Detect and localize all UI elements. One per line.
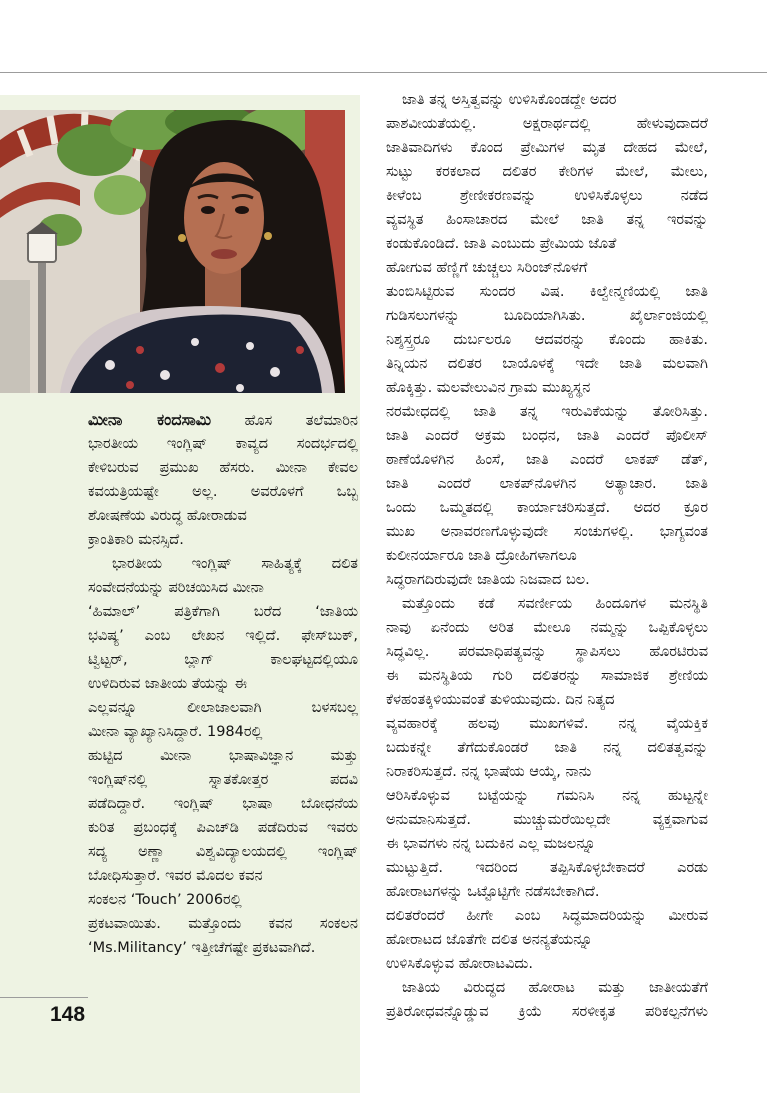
article-line: ವ್ಯವಸ್ಥಿತ ಹಿಂಸಾಚಾರದ ಮೇಲೆ ಜಾತಿ ತನ್ನ ಇರವನ್ನು (386, 212, 708, 228)
article-line: ಆರಿಸಿಕೊಳ್ಳುವ ಬಟ್ಟೆಯನ್ನು ಗಮನಿಸಿ ನನ್ನ ಹುಟ್ಟನ್ನೇ (386, 788, 708, 804)
article-line: ಸಿದ್ಧವಿಲ್ಲ. ಪರಮಾಧಿಪತ್ಯವನ್ನು ಸ್ಥಾಪಿಸಲು ಹೊರಟಿರುವ (386, 644, 708, 660)
intro-line (88, 408, 358, 432)
article-line: ಕೀಳೆಂಬ ಶ್ರೇಣೀಕರಣವನ್ನು ಉಳಿಸಿಕೊಳ್ಳಲು ನಡೆದ (386, 188, 708, 204)
article-line: ನರಮೇಧದಲ್ಲಿ ಜಾತಿ ತನ್ನ ಇರುವಿಕೆಯನ್ನು ತೋರಿಸಿತ್ತು. (386, 404, 708, 420)
author-photo-image (0, 110, 345, 393)
article-line: ಹೊಕ್ಕಿತ್ತು. ಮಲವೇಲುವಿನ ಗ್ರಾಮ ಮುಖ್ಯಸ್ಥನ (386, 380, 591, 396)
intro-line: ಸಂಕಲನ ‘Touch’ 2006ರಲ್ಲಿ (88, 892, 242, 908)
intro-line: ಶೋಷಣೆಯ ವಿರುದ್ಧ ಹೋರಾಡುವ (88, 508, 247, 524)
intro-line: ಟ್ವಿಟ್ಟರ್, ಬ್ಲಾಗ್ ಕಾಲಘಟ್ಟದಲ್ಲಿಯೂ (88, 652, 358, 668)
article-line: ಅನುಮಾನಿಸುತ್ತದೆ. ಮುಚ್ಚುಮರೆಯಿಲ್ಲದೇ ವ್ಯಕ್ತವಾಗುವ (386, 812, 708, 828)
photo-eye-left (201, 206, 215, 214)
intro-line: ‘ಹಿಮಾಲ್’ ಪತ್ರಿಕೆಗಾಗಿ ಬರೆದ ‘ಜಾತಿಯ (88, 604, 358, 620)
intro-line: ಪ್ರಕಟವಾಯಿತು. ಮತ್ತೊಂದು ಕವನ ಸಂಕಲನ (88, 916, 358, 932)
intro-line: ಪಡೆದಿದ್ದಾರೆ. ಇಂಗ್ಲಿಷ್ ಭಾಷಾ ಬೋಧನೆಯ (88, 796, 358, 812)
intro-line: ಕವಯತ್ರಿಯಷ್ಟೇ ಅಲ್ಲ. ಅವರೊಳಗೆ ಒಬ್ಬ (88, 484, 358, 500)
intro-line: ಉಳಿದಿರುವ ಜಾತೀಯ ತೆಯನ್ನು ಈ (88, 676, 247, 692)
article-line: ಈ ಭಾವಗಳು ನನ್ನ ಬದುಕಿನ ಎಲ್ಲ ಮಜಲನ್ನೂ (386, 836, 596, 852)
article-line: ಉಳಿಸಿಕೊಳ್ಳುವ ಹೋರಾಟವಿದು. (386, 956, 533, 972)
article-line: ಸುಟ್ಟು ಕರಕಲಾದ ದಲಿತರ ಕೇರಿಗಳ ಮೇಲೆ, ಮೇಲು, (386, 164, 708, 180)
top-rule (0, 72, 767, 73)
article-line: ಜಾತಿವಾದಿಗಳು ಕೊಂದ ಪ್ರೇಮಿಗಳ ಮೃತ ದೇಹದ ಮೇಲೆ, (386, 140, 708, 156)
intro-line: ಭವಿಷ್ಯ’ ಎಂಬ ಲೇಖನ ಇಲ್ಲಿದೆ. ಫೇಸ್‌ಬುಕ್, (88, 628, 358, 644)
article-line: ಮುಟ್ಟುತ್ತಿದೆ. ಇದರಿಂದ ತಪ್ಪಿಸಿಕೊಳ್ಳಬೇಕಾದರೆ ಎರಡು (386, 860, 708, 876)
intro-line: ಕುರಿತ ಪ್ರಬಂಧಕ್ಕೆ ಪಿಎಚ್‌ಡಿ ಪಡೆದಿರುವ ಇವರು (88, 820, 358, 836)
intro-line: ಕ್ರಾಂತಿಕಾರಿ ಮನಸ್ಸಿದೆ. (88, 532, 184, 548)
article-line: ದಲಿತರೆಂದರೆ ಹೀಗೇ ಎಂಬ ಸಿದ್ಧಮಾದರಿಯನ್ನು ಮೀರುವ (386, 908, 708, 924)
photo-stone-pillar (0, 280, 30, 393)
intro-line: ಸಂವೇದನೆಯನ್ನು ಪರಿಚಯಿಸಿದ ಮೀನಾ (88, 580, 264, 596)
article-line: ಹೋರಾಟದ ಜೊತೆಗೇ ದಲಿತ ಅನನ್ಯತೆಯನ್ನೂ (386, 932, 593, 948)
photo-earring-right (264, 232, 272, 240)
article-line: ಪ್ರತಿರೋಧವನ್ನೊಡ್ಡುವ ಕ್ರಿಯೆ ಸರಳೀಕೃತ ಪರಿಕಲ್ಪನೆಗಳು (386, 1004, 708, 1020)
intro-line: ಕೇಳಿಬರುವ ಪ್ರಮುಖ ಹೆಸರು. ಮೀನಾ ಕೇವಲ (88, 460, 358, 476)
article-line: ಒಂದು ಒಮ್ಮತದಲ್ಲಿ ಕಾರ್ಯಾಚರಿಸುತ್ತದೆ. ಅದರ ಕ್ರೂರ (386, 500, 708, 516)
intro-line: ‘Ms.Militancy’ ಇತ್ತೀಚೆಗಷ್ಟೇ ಪ್ರಕಟವಾಗಿದೆ. (88, 940, 316, 956)
article-line: ಜಾತಿ ಎಂದರೆ ಲಾಕಪ್‌ನೊಳಗಿನ ಅತ್ಯಾಚಾರ. ಜಾತಿ (386, 476, 708, 492)
intro-line: ಇಂಗ್ಲಿಷ್‌ನಲ್ಲಿ ಸ್ನಾತಕೋತ್ತರ ಪದವಿ (88, 772, 358, 788)
article-line: ತುಂಬಿಸಿಟ್ಟಿರುವ ಸುಂದರ ವಿಷ. ಕಿಲ್ವೇನ್ಮಣಿಯಲ್ಲಿ ಜಾತಿ (386, 284, 708, 300)
article-line: ಜಾತಿ ಎಂದರೆ ಅಕ್ರಮ ಬಂಧನ, ಜಾತಿ ಎಂದರೆ ಪೊಲೀಸ್ (386, 428, 708, 444)
photo-earring-left (178, 234, 186, 242)
article-line: ಬದುಕನ್ನೇ ತೆಗೆದುಕೊಂಡರೆ ಜಾತಿ ನನ್ನ ದಲಿತತ್ವವನ್ನು (386, 740, 708, 756)
intro-line: ಹುಟ್ಟಿದ ಮೀನಾ ಭಾಷಾವಿಜ್ಞಾನ ಮತ್ತು (88, 748, 358, 764)
article-line: ಗುಡಿಸಲುಗಳನ್ನು ಬೂದಿಯಾಗಿಸಿತು. ಖೈರ್ಲಾಂಜಿಯಲ್ಲಿ (386, 308, 708, 324)
article-body (386, 88, 708, 1024)
article-line: ಠಾಣೆಯೊಳಗಿನ ಹಿಂಸೆ, ಜಾತಿ ಎಂದರೆ ಲಾಕಪ್ ಡೆತ್, (386, 452, 708, 468)
author-photo (0, 110, 345, 393)
article-line: ಮುಖ ಅನಾವರಣಗೊಳ್ಳುವುದೇ ಸಂಚುಗಳಲ್ಲಿ. ಭಾಗ್ಯವಂತ (386, 524, 708, 540)
article-line: ನಾವು ಏನೆಂದು ಅರಿತ ಮೇಲೂ ನಮ್ಮನ್ನು ಒಪ್ಪಿಕೊಳ್ಳಲು (386, 620, 708, 636)
article-line: ವ್ಯವಹಾರಕ್ಕೆ ಹಲವು ಮುಖಗಳಿವೆ. ನನ್ನ ವೈಯಕ್ತಿಕ (386, 716, 708, 732)
article-line: ಹೋಗುವ ಹೆಣ್ಣಿಗೆ ಚುಚ್ಚಲು ಸಿರಿಂಜ್‌ನೊಳಗೆ (386, 260, 588, 276)
article-line: ನಿಶ್ಶಸ್ತ್ರರೂ ದುರ್ಬಲರೂ ಆದವರನ್ನು ಕೊಂದು ಹಾಕಿತು. (386, 332, 708, 348)
intro-line-text: ಹೊಸ ತಲೆಮಾರಿನ (244, 413, 358, 429)
photo-lips (211, 249, 237, 259)
author-intro (88, 408, 358, 960)
article-line: ಈ ಮನಸ್ಥಿತಿಯ ಗುರಿ ದಲಿತರನ್ನು ಸಾಮಾಜಿಕ ಶ್ರೇಣಿಯ (386, 668, 708, 684)
page-number: 148 (50, 1003, 86, 1026)
article-line: ಮತ್ತೊಂದು ಕಡೆ ಸವರ್ಣೀಯ ಹಿಂದೂಗಳ ಮನಸ್ಥಿತಿ (402, 596, 708, 612)
intro-line: ಬೋಧಿಸುತ್ತಾರೆ. ಇವರ ಮೊದಲ ಕವನ (88, 868, 263, 884)
intro-line: ಭಾರತೀಯ ಇಂಗ್ಲಿಷ್ ಸಾಹಿತ್ಯಕ್ಕೆ ದಲಿತ (112, 556, 358, 572)
article-line: ಜಾತಿಯ ವಿರುದ್ಧದ ಹೋರಾಟ ಮತ್ತು ಜಾತೀಯತೆಗೆ (402, 980, 708, 996)
photo-eye-right (235, 206, 249, 214)
article-line: ನಿರಾಕರಿಸುತ್ತದೆ. ನನ್ನ ಭಾಷೆಯ ಆಯ್ಕೆ, ನಾನು (386, 764, 592, 780)
intro-line: ಎಲ್ಲವನ್ನೂ ಲೀಲಾಜಾಲವಾಗಿ ಬಳಸಬಲ್ಲ (88, 700, 358, 716)
article-line: ಜಾತಿ ತನ್ನ ಅಸ್ತಿತ್ವವನ್ನು ಉಳಿಸಿಕೊಂಡದ್ದೇ ಅದರ (402, 92, 617, 108)
article-line: ತಿನ್ನಿಯನ ದಲಿತರ ಬಾಯೊಳಕ್ಕೆ ಇದೇ ಜಾತಿ ಮಲವಾಗಿ (386, 356, 708, 372)
author-name: ಮೀನಾ ಕಂದಸಾಮಿ (88, 410, 212, 429)
intro-line: ಸದ್ಯ ಅಣ್ಣಾ ವಿಶ್ವವಿದ್ಯಾಲಯದಲ್ಲಿ ಇಂಗ್ಲಿಷ್ (88, 844, 358, 860)
article-line: ಕೆಳಹಂತಕ್ಕಿಳಿಯುವಂತೆ ತುಳಿಯುವುದು. ದಿನ ನಿತ್ಯದ (386, 692, 615, 708)
intro-line: ಮೀನಾ ವ್ಯಾಖ್ಯಾನಿಸಿದ್ದಾರೆ. 1984ರಲ್ಲಿ (88, 724, 263, 740)
article-line: ಸಿದ್ಧರಾಗದಿರುವುದೇ ಜಾತಿಯ ನಿಜವಾದ ಬಲ. (386, 572, 590, 588)
article-line: ಹೋರಾಟಗಳನ್ನು ಒಟ್ಟೊಟ್ಟಿಗೇ ನಡೆಸಬೇಕಾಗಿದೆ. (386, 884, 600, 900)
article-line: ಕಂಡುಕೊಂಡಿದೆ. ಜಾತಿ ಎಂಬುದು ಪ್ರೇಮಿಯ ಜೊತೆ (386, 236, 617, 252)
footer-rule (0, 997, 88, 998)
article-line: ಪಾಶವೀಯತೆಯಲ್ಲಿ. ಅಕ್ಷರಾರ್ಥದಲ್ಲಿ ಹೇಳುವುದಾದರೆ (386, 116, 708, 132)
article-line: ಕುಲೀನರ್ಯಾರೂ ಜಾತಿ ದ್ರೋಹಿಗಳಾಗಲೂ (386, 548, 577, 564)
intro-line: ಭಾರತೀಯ ಇಂಗ್ಲಿಷ್ ಕಾವ್ಯದ ಸಂದರ್ಭದಲ್ಲಿ (88, 436, 358, 452)
